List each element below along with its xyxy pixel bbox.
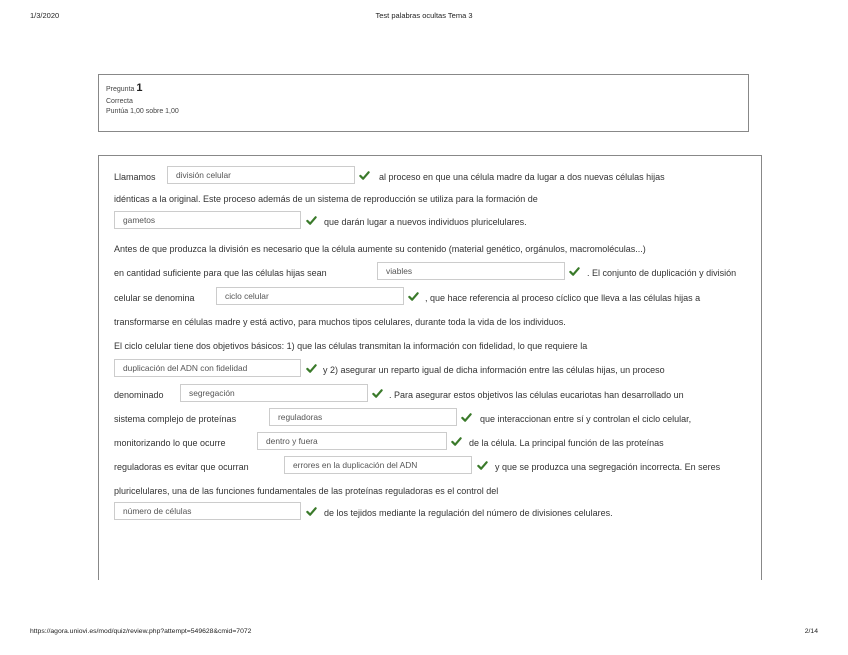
check-icon xyxy=(372,388,383,399)
text-fragment: idénticas a la original. Este proceso además de un sistema de reproducción se utiliza para la formación de xyxy=(114,194,538,204)
text-fragment: en cantidad suficiente para que las células hijas sean xyxy=(114,268,327,278)
text-fragment: que darán lugar a nuevos individuos pluricelulares. xyxy=(324,217,527,227)
answer-field-7[interactable]: reguladoras xyxy=(269,408,457,426)
text-fragment: sistema complejo de proteínas xyxy=(114,414,237,424)
answer-field-4[interactable]: ciclo celular xyxy=(216,287,404,305)
text-fragment: reguladoras es evitar que ocurran xyxy=(114,462,249,472)
text-fragment: El ciclo celular tiene dos objetivos básicos: 1) que las células transmitan la información con fidelidad, lo que requiere la xyxy=(114,341,588,351)
text-fragment: Llamamos xyxy=(114,172,156,182)
question-status: Correcta xyxy=(106,97,133,105)
text-fragment: . El conjunto de duplicación y división xyxy=(587,268,737,278)
answer-field-10[interactable]: número de células xyxy=(114,502,301,520)
print-url: https://agora.uniovi.es/mod/quiz/review.php?attempt=549628&cmid=7072 xyxy=(30,628,252,635)
check-icon xyxy=(306,215,317,226)
check-icon xyxy=(408,291,419,302)
question-label: Pregunta xyxy=(106,86,135,93)
text-fragment: celular se denomina xyxy=(114,293,195,303)
check-icon xyxy=(461,412,472,423)
print-date: 1/3/2020 xyxy=(30,11,60,20)
answer-field-6[interactable]: segregación xyxy=(180,384,368,402)
text-fragment: monitorizando lo que ocurre xyxy=(114,438,226,448)
answer-field-1[interactable]: división celular xyxy=(167,166,355,184)
question-heading xyxy=(106,81,741,97)
text-fragment: de la célula. La principal función de las proteínas xyxy=(469,438,664,448)
question-score: Puntúa 1,00 sobre 1,00 xyxy=(106,108,179,116)
text-fragment: . Para asegurar estos objetivos las células eucariotas han desarrollado un xyxy=(389,390,684,400)
answer-field-2[interactable]: gametos xyxy=(114,211,301,229)
text-fragment: transformarse en células madre y está activo, para muchos tipos celulares, durante toda la vida de los individuos. xyxy=(114,317,566,327)
text-fragment: Antes de que produzca la división es necesario que la célula aumente su contenido (material genético, orgánulos, macromoléculas...) xyxy=(114,244,646,254)
check-icon xyxy=(306,363,317,374)
text-fragment: pluricelulares, una de las funciones fundamentales de las proteínas reguladoras es el control del xyxy=(114,486,499,496)
text-fragment: y 2) asegurar un reparto igual de dicha información entre las células hijas, un proceso xyxy=(323,365,665,375)
check-icon xyxy=(569,266,580,277)
text-fragment: denominado xyxy=(114,390,164,400)
answer-field-5[interactable]: duplicación del ADN con fidelidad xyxy=(114,359,301,377)
text-fragment: de los tejidos mediante la regulación del número de divisiones celulares. xyxy=(324,508,613,518)
check-icon xyxy=(451,436,462,447)
text-fragment: y que se produzca una segregación incorrecta. En seres xyxy=(495,462,721,472)
text-fragment: que interaccionan entre sí y controlan el ciclo celular, xyxy=(480,414,692,424)
answer-field-3[interactable]: viables xyxy=(377,262,565,280)
answer-field-8[interactable]: dentro y fuera xyxy=(257,432,447,450)
text-fragment: , que hace referencia al proceso cíclico que lleva a las células hijas a xyxy=(425,293,701,303)
answer-field-9[interactable]: errores en la duplicación del ADN xyxy=(284,456,472,474)
question-number: 1 xyxy=(136,82,143,94)
page-number: 2/14 xyxy=(804,628,818,635)
check-icon xyxy=(477,460,488,471)
check-icon xyxy=(359,170,370,181)
check-icon xyxy=(306,506,317,517)
print-title: Test palabras ocultas Tema 3 xyxy=(375,11,473,20)
text-fragment: al proceso en que una célula madre da lugar a dos nuevas células hijas xyxy=(379,172,665,182)
question-info-box xyxy=(98,74,749,132)
